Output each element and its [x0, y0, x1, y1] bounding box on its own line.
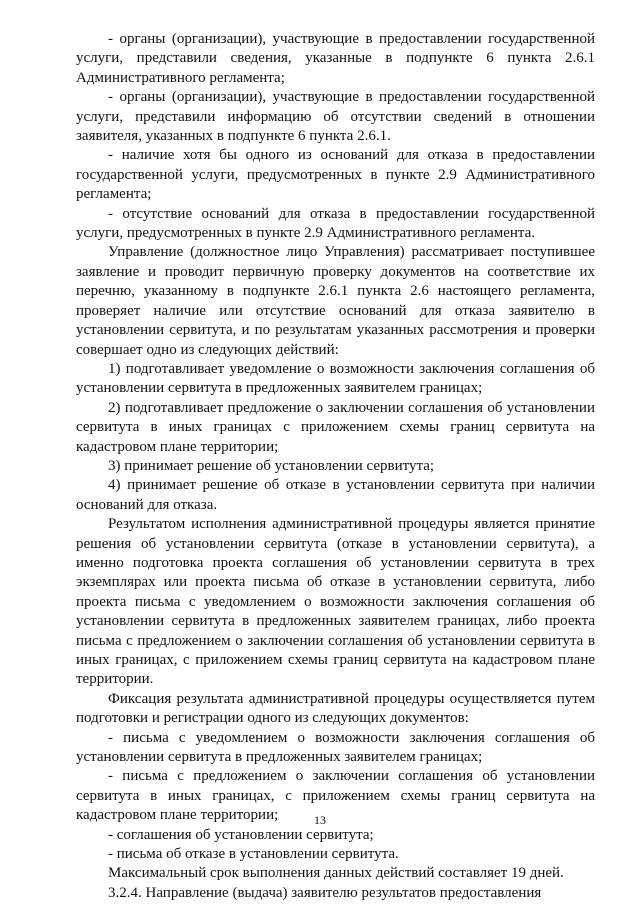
paragraph: Управление (должностное лицо Управления) рассматривает поступившее заявление и проводит первичную проверку документов на соответствие их перечню, указанному в подпункте 2.6.1 пункта 2.6 настоящего регламента, проверяет наличие или отсутствие оснований для отказа заявителю в установлении сервитута, и по результатам указанных рассмотрения и проверки совершает одно из следующих действий: — [76, 244, 595, 358]
page-number: 13 — [314, 813, 326, 827]
list-item: - письма с уведомлением о возможности заключения соглашения об установлении сервитута в предложенных заявителем границах; — [76, 729, 595, 766]
list-item: - соглашения об установлении сервитута; — [108, 826, 374, 843]
paragraph: - наличие хотя бы одного из оснований для отказа в предоставлении государственной услуги, предусмотренных в пункте 2.9 Административного регламента; — [76, 147, 595, 203]
list-item: 1) подготавливает уведомление о возможности заключения соглашения об установлении сервитута в предложенных заявителем границах; — [76, 360, 595, 397]
paragraph: - органы (организации), участвующие в предоставлении государственной услуги, представили сведения, указанные в подпункте 6 пункта 2.6.1 Административного регламента; — [76, 31, 595, 86]
paragraph: - отсутствие оснований для отказа в предоставлении государственной услуги, предусмотренных в пункте 2.9 Административного регламента. — [76, 205, 595, 242]
paragraph: - органы (организации), участвующие в предоставлении государственной услуги, представили информацию об отсутствии сведений в отношении заявителя, указанных в подпункте 6 пункта 2.6.1. — [76, 89, 595, 145]
paragraph: Результатом исполнения административной процедуры является принятие решения об установлении сервитута (отказе в установлении сервитута), а именно подготовка проекта соглашения об установлении сервитута в трех экземплярах или проекта письма об отказе в установлении сервитута, либо проекта письма с уведомлением о возможности заключения соглашения об установлении сервитута в предложенных заявителем границах, либо проекта письма с предложением о заключении соглашения об установлении сервитута в иных границах, с приложением схемы границ сервитута на кадастровом плане территории. — [76, 516, 595, 688]
list-item: 2) подготавливает предложение о заключении соглашения об установлении сервитута в иных границах с приложением схемы границ сервитута на кадастровом плане территории; — [76, 399, 595, 455]
document-body — [76, 30, 595, 903]
section-heading: 3.2.4. Направление (выдача) заявителю результатов предоставления — [108, 884, 542, 901]
list-item: 4) принимает решение об отказе в установлении сервитута при наличии оснований для отказа. — [76, 477, 595, 513]
list-item: - письма с предложением о заключении соглашения об установлении сервитута в иных границах, с приложением схемы границ сервитута на кадастровом плане территории; — [76, 768, 595, 824]
paragraph: Максимальный срок выполнения данных действий составляет 19 дней. — [108, 865, 564, 882]
list-item: - письма об отказе в установлении сервитута. — [108, 846, 399, 863]
list-item: 3) принимает решение об установлении сервитута; — [108, 457, 435, 474]
paragraph: Фиксация результата административной процедуры осуществляется путем подготовки и регистрации одного из следующих документов: — [76, 690, 595, 727]
